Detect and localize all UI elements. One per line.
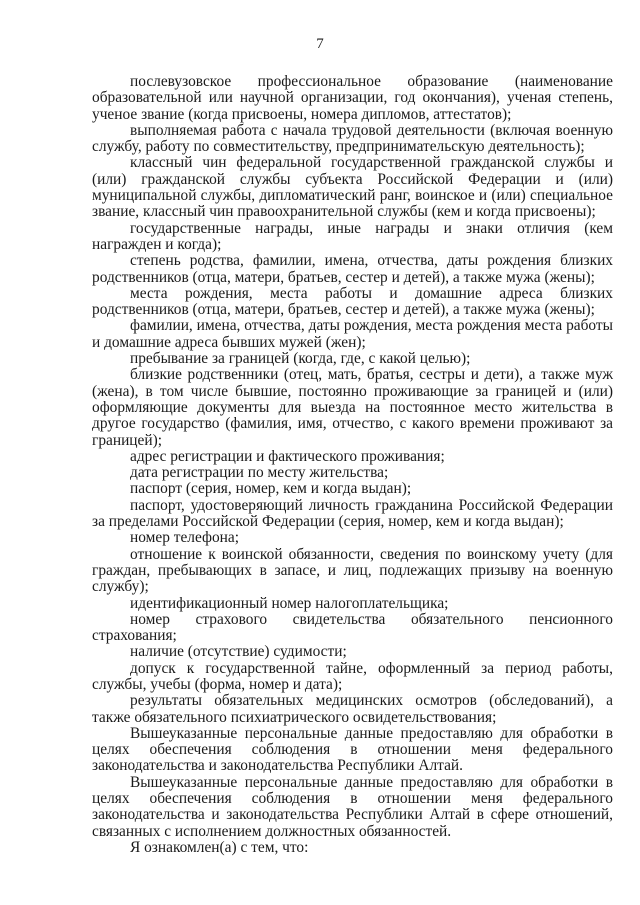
paragraph: идентификационный номер налогоплательщика;: [130, 594, 449, 612]
paragraph: результаты обязательных медицинских осмотров (обследований), а также обязательного психиатрического освидетельствования;: [92, 692, 613, 726]
paragraph: послевузовское профессиональное образование (наименование образовательной или научной организации, год окончания), ученая степень, ученое звание (когда присвоены, номера дипломов, аттестатов);: [92, 73, 613, 123]
paragraph: номер страхового свидетельства обязательного пенсионного страхования;: [92, 610, 613, 645]
paragraph: государственные награды, иные награды и знаки отличия (кем награжден и когда);: [92, 219, 613, 253]
paragraph: Вышеуказанные персональные данные предоставляю для обработки в целях обеспечения соблюдения в отношении меня федерального законодательства и законодательства Республики Алтай в сфере отношений, связанных с исполнением должностных обязанностей.: [92, 773, 613, 840]
paragraph: близкие родственники (отец, мать, братья, сестры и дети), а также муж (жена), в том числе бывшие, постоянно проживающие за границей и (или) оформляющие документы для выезда на постоянное место жительства в другое государство (фамилия, имя, отчество, с какого времени проживают за границей);: [92, 366, 613, 449]
paragraph: фамилии, имена, отчества, даты рождения, места рождения места работы и домашние адреса бывших мужей (жен);: [92, 317, 613, 351]
paragraph: дата регистрации по месту жительства;: [130, 464, 389, 482]
paragraph: паспорт, удостоверяющий личность гражданина Российской Федерации за пределами Российской Федерации (серия, номер, кем и когда выдан);: [92, 496, 613, 531]
paragraph: номер телефона;: [130, 529, 240, 547]
paragraph: наличие (отсутствие) судимости;: [130, 643, 347, 661]
paragraph: степень родства, фамилии, имена, отчества, даты рождения близких родственников (отца, матери, братьев, сестер и детей), а также мужа (жены);: [92, 252, 613, 286]
paragraph: Я ознакомлен(а) с тем, что:: [130, 838, 309, 856]
paragraph: Вышеуказанные персональные данные предоставляю для обработки в целях обеспечения соблюдения в отношении меня федерального законодательства и законодательства Республики Алтай.: [92, 724, 613, 775]
paragraph: паспорт (серия, номер, кем и когда выдан);: [130, 480, 412, 498]
paragraph: места рождения, места работы и домашние адреса близких родственников (отца, матери, братьев, сестер и детей), а также мужа (жены);: [92, 284, 613, 319]
paragraph: адрес регистрации и фактического проживания;: [130, 447, 445, 465]
paragraph: классный чин федеральной государственной гражданской службы и (или) гражданской службы субъекта Российской Федерации и (или) муниципальной службы, дипломатический ранг, воинское и (или) специальное звание, классный чин правоохранительной службы (кем и когда присвоены);: [92, 154, 613, 221]
paragraph: выполняемая работа с начала трудовой деятельности (включая военную службу, работу по совместительству, предпринимательскую деятельность);: [92, 121, 613, 156]
paragraph: отношение к воинской обязанности, сведения по воинскому учету (для граждан, пребывающих в запасе, и лиц, подлежащих призыву на военную службу);: [92, 545, 613, 596]
page-number: 7: [316, 36, 324, 52]
body-text: [92, 74, 613, 856]
paragraph: пребывание за границей (когда, где, с какой целью);: [130, 350, 471, 368]
paragraph: допуск к государственной тайне, оформленный за период работы, службы, учебы (форма, номер и дата);: [92, 659, 613, 693]
